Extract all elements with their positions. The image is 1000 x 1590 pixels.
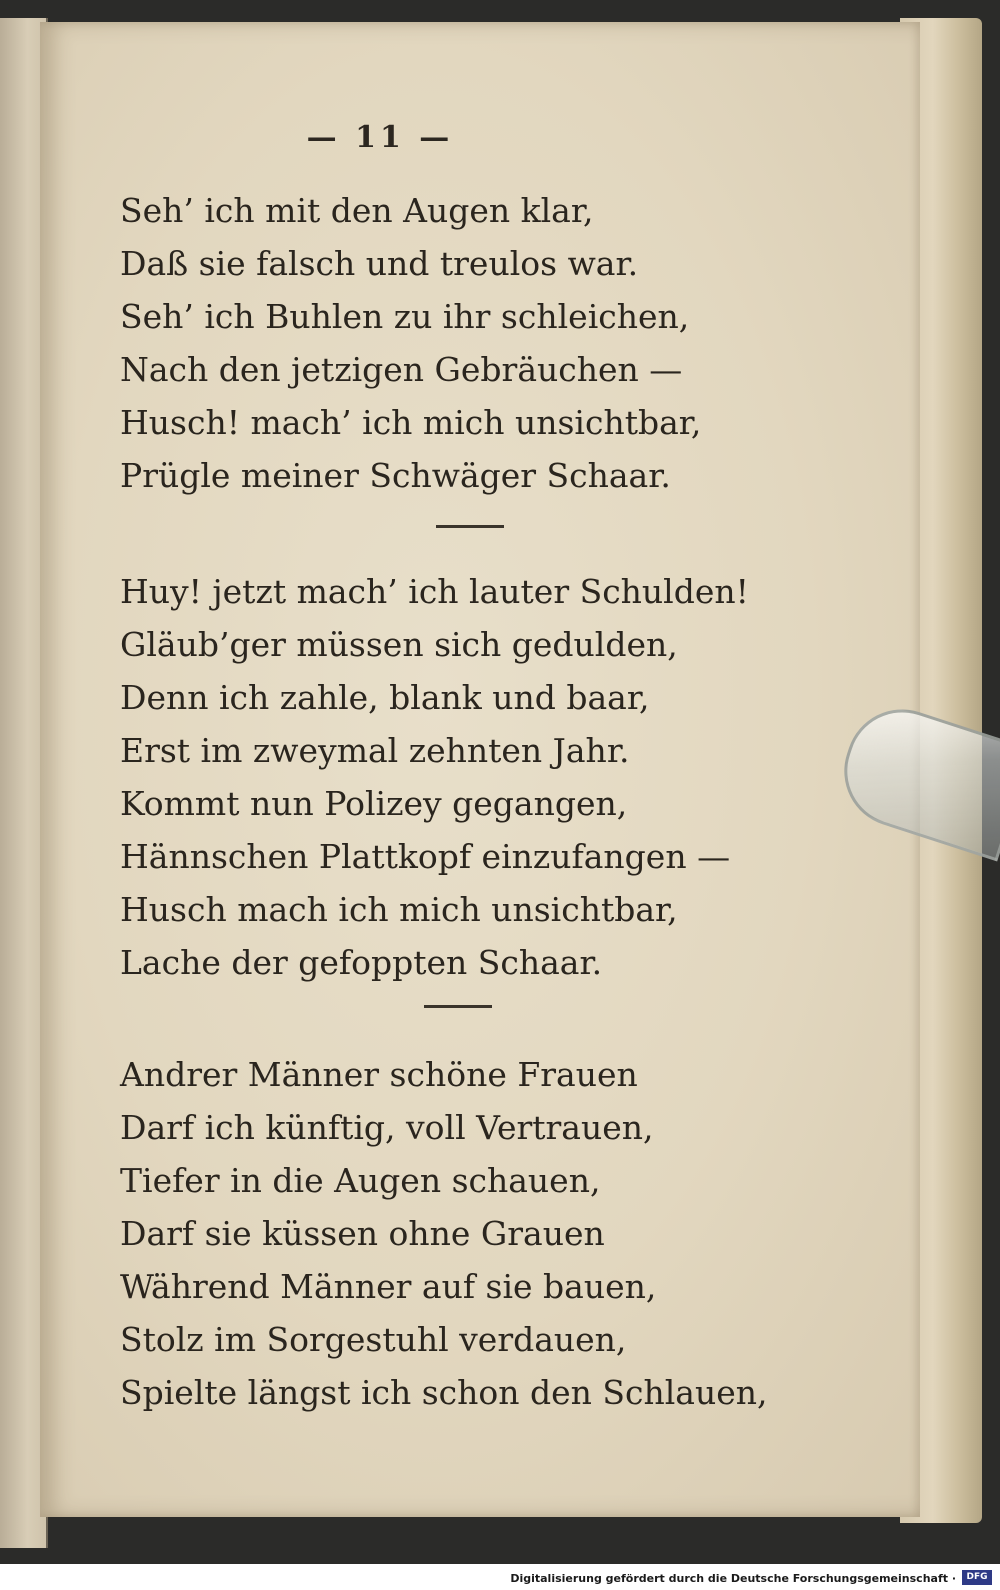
- verse-line: Während Männer auf sie bauen,: [120, 1267, 657, 1306]
- verse-line: Seh’ ich mit den Augen klar,: [120, 191, 594, 230]
- stanza-1: [120, 184, 701, 502]
- stanza-divider: [424, 1005, 492, 1008]
- verse-line: Denn ich zahle, blank und baar,: [120, 678, 650, 717]
- verse-line: Tiefer in die Augen schauen,: [120, 1161, 601, 1200]
- stanza-3: [120, 1048, 768, 1419]
- book-page: [40, 22, 920, 1517]
- stanza-divider: [436, 525, 504, 528]
- verse-line: Seh’ ich Buhlen zu ihr schleichen,: [120, 297, 690, 336]
- verse-line: Nach den jetzigen Gebräuchen —: [120, 350, 683, 389]
- footer-credit: Digitalisierung gefördert durch die Deutsche Forschungsgemeinschaft ·: [510, 1572, 956, 1585]
- verse-line: Spielte längst ich schon den Schlauen,: [120, 1373, 768, 1412]
- verse-line: Darf sie küssen ohne Grauen: [120, 1214, 605, 1253]
- verse-line: Husch! mach’ ich mich unsichtbar,: [120, 403, 702, 442]
- verse-line: Daß sie falsch und treulos war.: [120, 244, 639, 283]
- verse-line: Kommt nun Polizey gegangen,: [120, 784, 628, 823]
- stanza-2: [120, 565, 749, 989]
- verse-line: Hännschen Plattkopf einzufangen —: [120, 837, 731, 876]
- verse-line: Husch mach ich mich unsichtbar,: [120, 890, 678, 929]
- verse-line: Gläub’ger müssen sich gedulden,: [120, 625, 678, 664]
- verse-line: Lache der gefoppten Schaar.: [120, 943, 603, 982]
- digitization-footer: [0, 1564, 1000, 1590]
- verse-line: Erst im zweymal zehnten Jahr.: [120, 731, 630, 770]
- verse-line: Huy! jetzt mach’ ich lauter Schulden!: [120, 572, 749, 611]
- verse-line: Darf ich künftig, voll Vertrauen,: [120, 1108, 654, 1147]
- verse-line: Andrer Männer schöne Frauen: [120, 1055, 638, 1094]
- page-number: — 11 —: [306, 120, 454, 155]
- verse-line: Prügle meiner Schwäger Schaar.: [120, 456, 671, 495]
- verse-line: Stolz im Sorgestuhl verdauen,: [120, 1320, 627, 1359]
- dfg-logo-icon: DFG: [962, 1570, 992, 1585]
